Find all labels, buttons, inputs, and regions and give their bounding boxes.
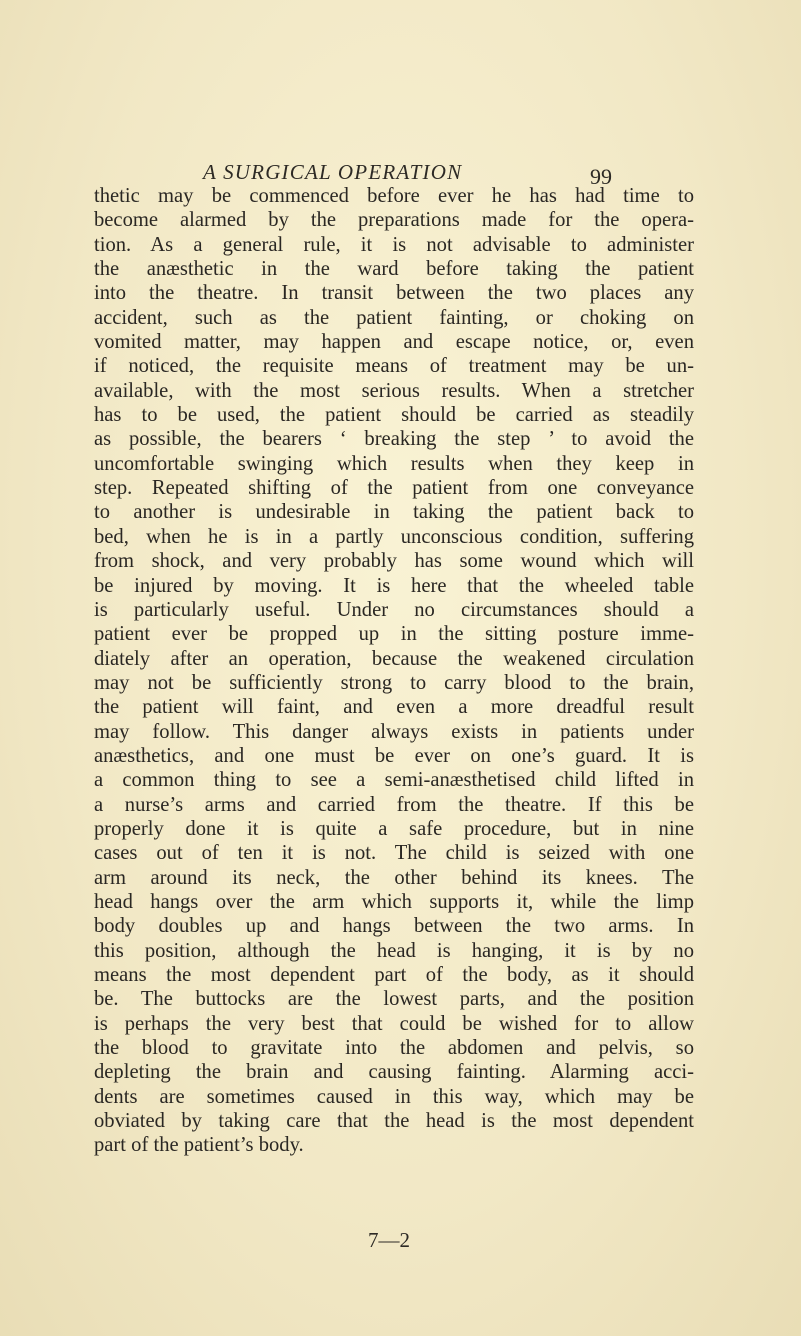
text-line: has to be used, the patient should be carried as steadily bbox=[94, 404, 694, 427]
text-line: dents are sometimes caused in this way, which may be bbox=[94, 1085, 694, 1108]
text-line: into the theatre. In transit between the two places any bbox=[94, 282, 694, 305]
running-head: A SURGICAL OPERATION bbox=[203, 160, 463, 184]
text-line: depleting the brain and causing fainting. Alarming acci- bbox=[94, 1061, 694, 1084]
text-line: uncomfortable swinging which results when they keep in bbox=[94, 452, 694, 475]
text-line: arm around its neck, the other behind its knees. The bbox=[94, 866, 694, 889]
text-line: cases out of ten it is not. The child is seized with one bbox=[94, 842, 694, 865]
text-line: patient ever be propped up in the sitting posture imme- bbox=[94, 623, 694, 646]
text-line: this position, although the head is hanging, it is by no bbox=[94, 939, 694, 962]
text-line: if noticed, the requisite means of treatment may be un- bbox=[94, 355, 694, 378]
text-line: from shock, and very probably has some wound which will bbox=[94, 550, 694, 573]
page-number: 99 bbox=[590, 164, 612, 189]
text-line: to another is undesirable in taking the patient back to bbox=[94, 501, 694, 524]
text-line: the blood to gravitate into the abdomen and pelvis, so bbox=[94, 1037, 694, 1060]
text-line: as possible, the bearers ‘ breaking the step ’ to avoid the bbox=[94, 428, 694, 451]
body-paragraph bbox=[94, 184, 694, 1158]
text-line: means the most dependent part of the body, as it should bbox=[94, 964, 694, 986]
text-line: a common thing to see a semi-anæsthetised child lifted in bbox=[94, 769, 694, 792]
text-line: thetic may be commenced before ever he has had time to bbox=[94, 185, 694, 207]
text-line: the anæsthetic in the ward before taking the patient bbox=[94, 258, 694, 281]
text-line: become alarmed by the preparations made for the opera- bbox=[94, 209, 694, 232]
text-line: is perhaps the very best that could be wished for to allow bbox=[94, 1012, 694, 1035]
text-line: anæsthetics, and one must be ever on one’s guard. It is bbox=[94, 744, 694, 767]
text-line: may not be sufficiently strong to carry blood to the brain, bbox=[94, 671, 694, 694]
text-line: obviated by taking care that the head is the most dependent bbox=[94, 1110, 694, 1133]
text-line: properly done it is quite a safe procedure, but in nine bbox=[94, 817, 694, 840]
text-line: head hangs over the arm which supports it, while the limp bbox=[94, 890, 694, 913]
signature-mark: 7—2 bbox=[368, 1228, 410, 1252]
text-line: part of the patient’s body. bbox=[94, 1134, 304, 1157]
text-line: tion. As a general rule, it is not advisable to administer bbox=[94, 233, 694, 256]
text-line: accident, such as the patient fainting, or choking on bbox=[94, 306, 694, 329]
text-line: step. Repeated shifting of the patient from one conveyance bbox=[94, 477, 694, 500]
text-line: bed, when he is in a partly unconscious condition, suffering bbox=[94, 525, 694, 548]
text-line: be. The buttocks are the lowest parts, and the position bbox=[94, 988, 694, 1011]
text-line: may follow. This danger always exists in patients under bbox=[94, 720, 694, 743]
text-line: body doubles up and hangs between the two arms. In bbox=[94, 915, 694, 938]
text-line: available, with the most serious results. When a stretcher bbox=[94, 379, 694, 402]
text-line: vomited matter, may happen and escape notice, or, even bbox=[94, 331, 694, 354]
text-line: be injured by moving. It is here that the wheeled table bbox=[94, 574, 694, 597]
text-line: is particularly useful. Under no circumstances should a bbox=[94, 598, 694, 621]
text-line: a nurse’s arms and carried from the theatre. If this be bbox=[94, 793, 694, 816]
text-line: the patient will faint, and even a more dreadful result bbox=[94, 696, 694, 719]
text-line: diately after an operation, because the weakened circulation bbox=[94, 647, 694, 670]
